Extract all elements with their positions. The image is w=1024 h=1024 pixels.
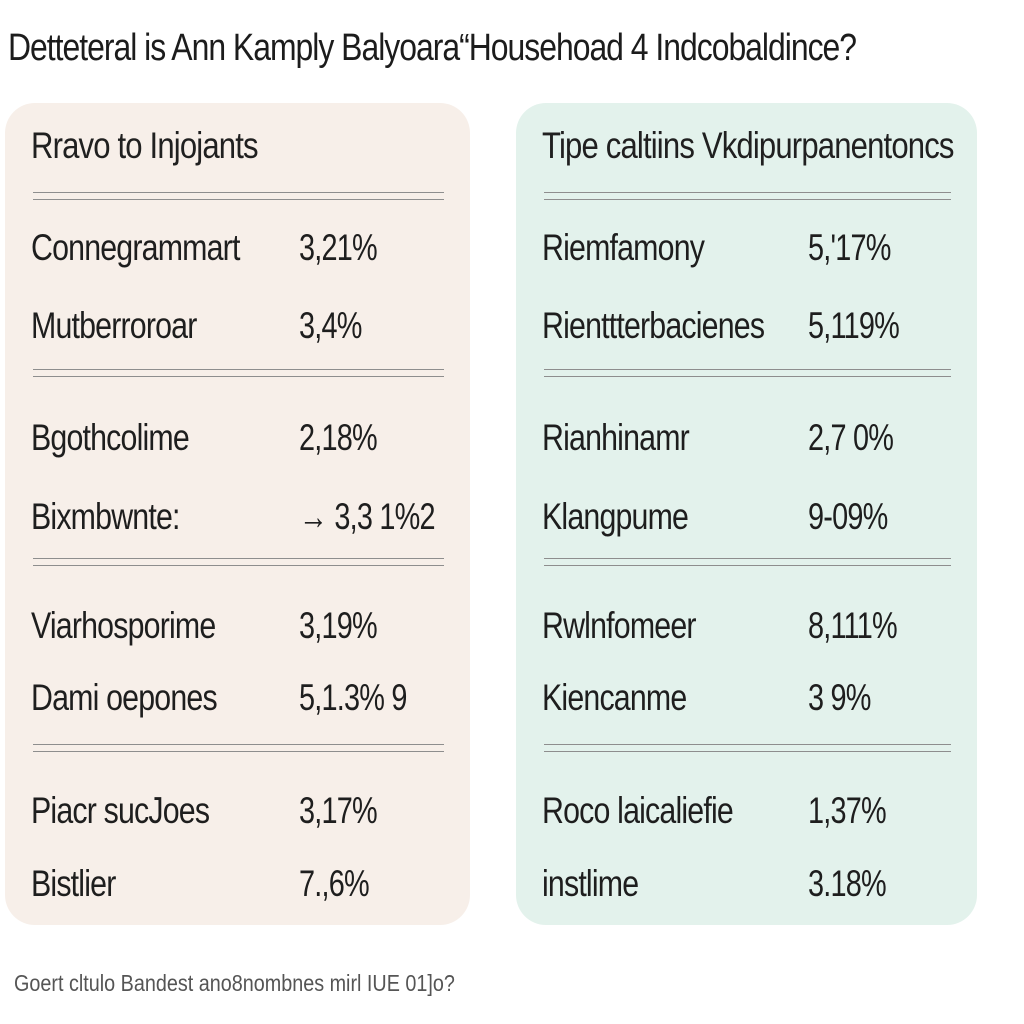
row-label: Piacr sucJoes (31, 790, 210, 831)
row-label: Bixmbwnte: (31, 496, 180, 537)
right-panel-title: Tipe caltiins Vkdipurpanentoncs (542, 125, 954, 166)
table-row (31, 301, 450, 351)
row-label: Connegrammart (31, 227, 240, 268)
left-panel (5, 103, 470, 925)
row-label: Riemfamony (542, 227, 705, 268)
divider (544, 369, 951, 377)
row-value: 7.,6% (299, 863, 369, 904)
divider (33, 558, 444, 566)
table-row (542, 673, 957, 723)
row-label: Dami oepones (31, 677, 217, 718)
row-value: 3.18% (808, 863, 886, 904)
right-panel (516, 103, 977, 925)
table-row (31, 413, 450, 463)
row-label: Rienttterbacienes (542, 305, 765, 346)
row-value: 1,37% (808, 790, 886, 831)
row-label: instlime (542, 863, 639, 904)
row-label: Viarhosporime (31, 605, 216, 646)
row-label: Bgothcolime (31, 417, 189, 458)
table-row (31, 601, 450, 651)
row-value: 2,7 0% (808, 417, 894, 458)
row-label: Klangpume (542, 496, 689, 537)
divider (544, 192, 951, 200)
table-row (31, 673, 450, 723)
row-value: 5,'17% (808, 227, 891, 268)
row-label: Bistlier (31, 863, 116, 904)
divider (544, 558, 951, 566)
row-value: 9-09% (808, 496, 888, 537)
row-value: 3,17% (299, 790, 377, 831)
row-value: → 3,3 1%2 (299, 496, 435, 537)
row-value: 3,4% (299, 305, 362, 346)
divider (33, 192, 444, 200)
table-row (31, 223, 450, 273)
row-value: 8,111% (808, 605, 897, 646)
row-value: 2,18% (299, 417, 377, 458)
row-value: 3,19% (299, 605, 377, 646)
row-value: 5,119% (808, 305, 900, 346)
row-value: 5,1.3% 9 (299, 677, 407, 718)
divider (33, 369, 444, 377)
page-title: Detteteral is Ann Kamply Balyoara“Househoad 4 Indcobaldince? (8, 27, 857, 69)
table-row (31, 786, 450, 836)
row-value: 3,21% (299, 227, 377, 268)
table-row (542, 601, 957, 651)
table-row (542, 492, 957, 542)
table-row (542, 301, 957, 351)
table-row (542, 859, 957, 909)
table-row (31, 492, 450, 542)
row-label: Rianhinamr (542, 417, 689, 458)
table-row (542, 413, 957, 463)
divider (544, 744, 951, 752)
table-row (542, 223, 957, 273)
row-label: Roco laicaliefie (542, 790, 733, 831)
table-row (542, 786, 957, 836)
row-label: Mutberroroar (31, 305, 197, 346)
row-label: Rwlnfomeer (542, 605, 696, 646)
divider (33, 744, 444, 752)
row-value: 3 9% (808, 677, 871, 718)
left-panel-title: Rravo to Injojants (31, 125, 258, 166)
table-row (31, 859, 450, 909)
footer-note: Goert cltulo Bandest ano8nombnes mirl IUE 01]o? (14, 970, 455, 996)
row-label: Kiencanme (542, 677, 687, 718)
